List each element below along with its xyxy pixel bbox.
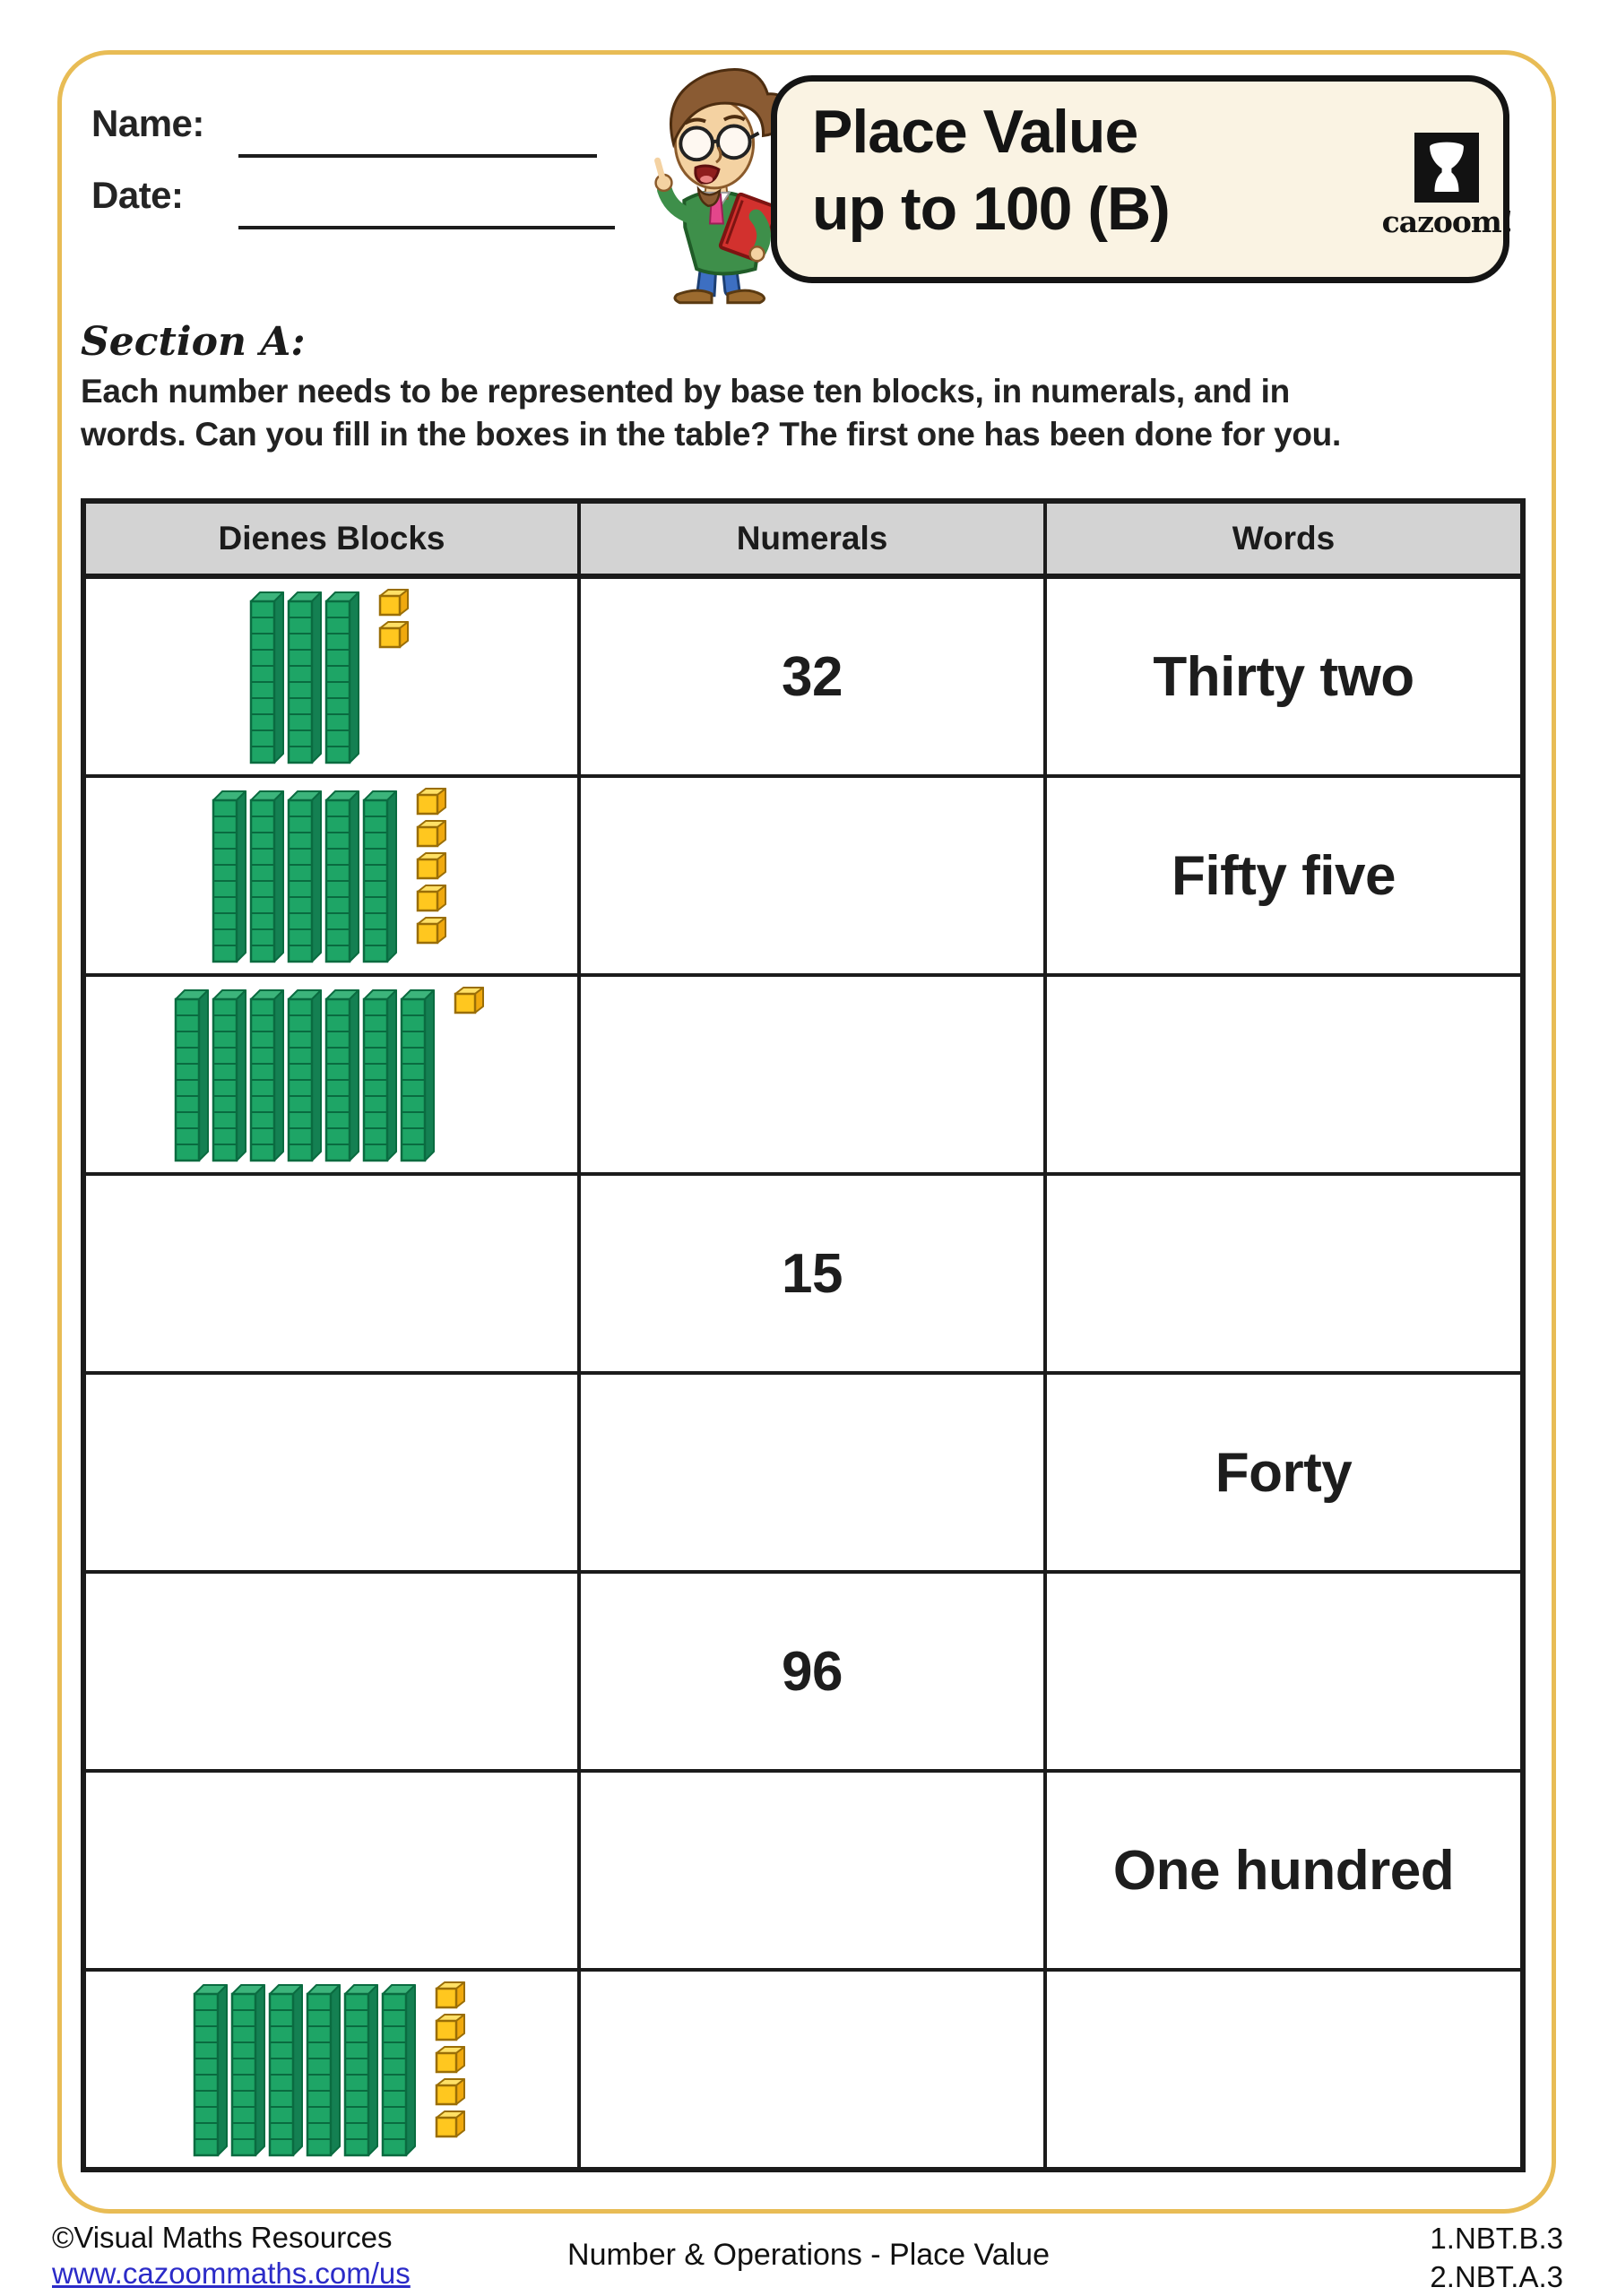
footer-standard-code-1: 1.NBT.B.3 [1430, 2222, 1563, 2255]
instructions-line-2: words. Can you fill in the boxes in the table? The first one has been done for you. [81, 416, 1341, 453]
table-row [83, 1174, 1523, 1373]
table-row [83, 576, 1523, 776]
base-ten-blocks [87, 1981, 576, 2157]
dienes-blocks-cell [83, 1572, 579, 1771]
word-cell: One hundred [1045, 1771, 1523, 1970]
table-header-row [83, 501, 1523, 576]
date-label: Date: [91, 174, 184, 216]
word-cell: Thirty two [1045, 576, 1523, 776]
table-row [83, 975, 1523, 1174]
dienes-blocks-cell [83, 776, 579, 975]
table-row [83, 1771, 1523, 1970]
word-cell: Fifty five [1045, 776, 1523, 975]
numeral-cell: 96 [579, 1572, 1045, 1771]
footer-copyright: ©Visual Maths Resources [52, 2221, 393, 2254]
worksheet-title [812, 93, 1170, 247]
instructions-line-1: Each number needs to be represented by base ten blocks, in numerals, and in [81, 373, 1290, 410]
numeral-cell [579, 975, 1045, 1174]
worksheet-table [81, 498, 1526, 2172]
base-ten-blocks-svg [249, 589, 414, 764]
footer-category: Number & Operations - Place Value [567, 2238, 1050, 2272]
word-cell [1045, 1572, 1523, 1771]
footer-website-link[interactable]: www.cazoommaths.com/us [52, 2257, 411, 2290]
table-row [83, 1373, 1523, 1572]
table-row [83, 776, 1523, 975]
name-label: Name: [91, 102, 204, 144]
word-cell [1045, 975, 1523, 1174]
numeral-cell [579, 1970, 1045, 2170]
cazoom-logo [1414, 133, 1479, 203]
base-ten-blocks-svg [212, 788, 452, 963]
dienes-blocks-cell [83, 975, 579, 1174]
date-field-line [238, 226, 615, 229]
base-ten-blocks [87, 788, 576, 963]
base-ten-blocks-svg [174, 987, 489, 1162]
name-field-line [238, 154, 597, 158]
column-header-words: Words [1045, 501, 1523, 576]
footer-standards [1430, 2219, 1563, 2296]
dienes-blocks-cell [83, 1174, 579, 1373]
column-header-dienes-blocks: Dienes Blocks [83, 501, 579, 576]
dienes-blocks-cell [83, 1970, 579, 2170]
column-header-numerals: Numerals [579, 501, 1045, 576]
drum-icon [1422, 139, 1471, 196]
word-cell [1045, 1174, 1523, 1373]
word-cell [1045, 1970, 1523, 2170]
worksheet-title-line2: up to 100 (B) [812, 175, 1170, 243]
cazoom-logo-text: cazoom! [1381, 204, 1514, 239]
dienes-blocks-cell [83, 576, 579, 776]
table-row [83, 1572, 1523, 1771]
numeral-cell: 15 [579, 1174, 1045, 1373]
base-ten-blocks-svg [193, 1981, 471, 2157]
numeral-cell [579, 1373, 1045, 1572]
base-ten-blocks [87, 987, 576, 1162]
table-row [83, 1970, 1523, 2170]
word-cell: Forty [1045, 1373, 1523, 1572]
dienes-blocks-cell [83, 1373, 579, 1572]
footer-standard-code-2: 2.NBT.A.3 [1430, 2260, 1563, 2293]
section-heading: Section A: [81, 319, 306, 365]
numeral-cell: 32 [579, 576, 1045, 776]
base-ten-blocks [87, 589, 576, 764]
numeral-cell [579, 1771, 1045, 1970]
dienes-blocks-cell [83, 1771, 579, 1970]
numeral-cell [579, 776, 1045, 975]
worksheet-title-line1: Place Value [812, 98, 1138, 166]
